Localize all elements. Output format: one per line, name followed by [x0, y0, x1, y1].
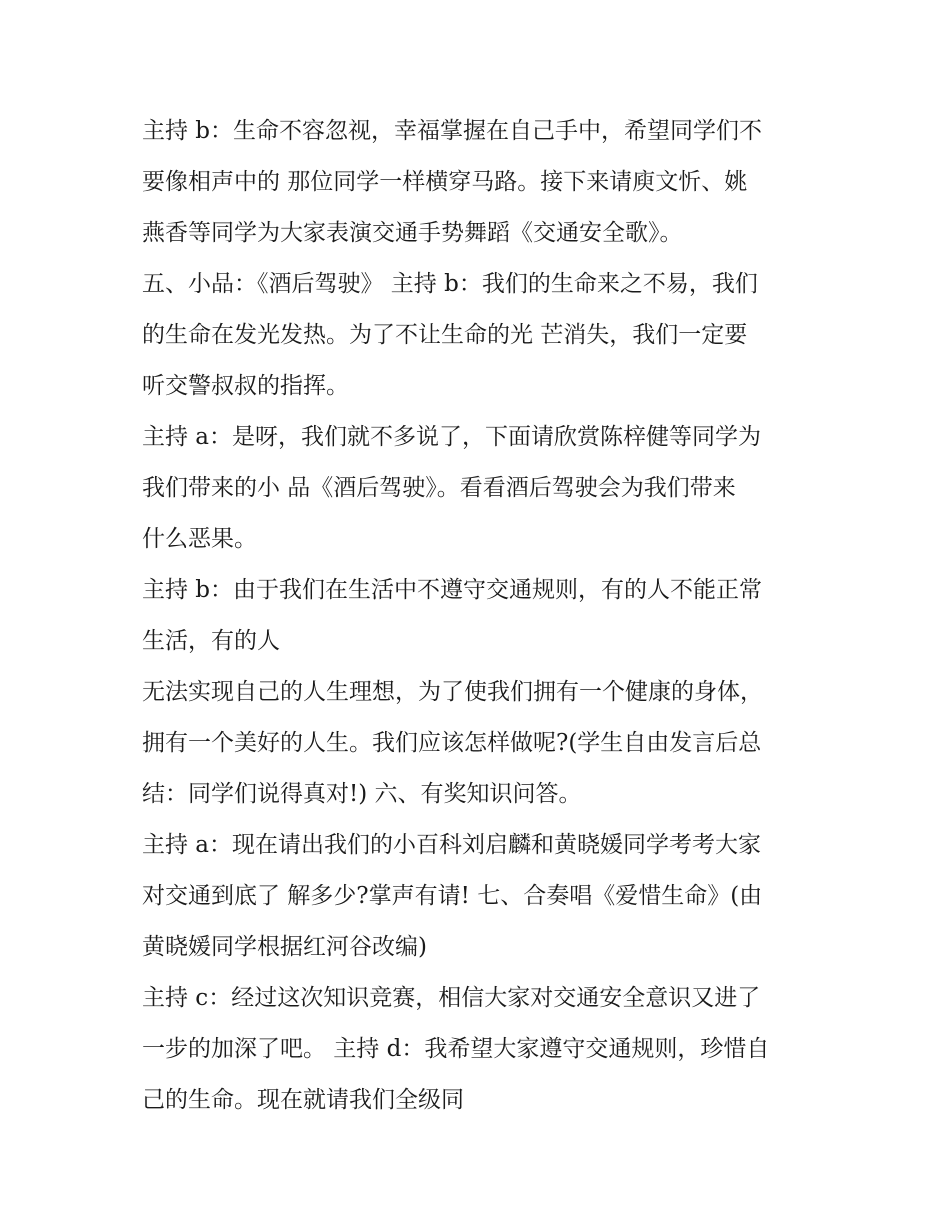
text-line: 生活，有的人: [142, 628, 280, 654]
text-line: 要像相声中的 那位同学一样横穿马路。接下来请庾文忻、姚: [142, 169, 748, 195]
text-line: 我们带来的小 品《酒后驾驶》。看看酒后驾驶会为我们带来: [142, 475, 736, 501]
text-line: 己的生命。现在就请我们全级同: [142, 1087, 464, 1113]
text-line: 的生命在发光发热。为了不让生命的光 芒消失，我们一定要: [142, 322, 748, 348]
text-line: 五、小品：《酒后驾驶》 主持 b：我们的生命来之不易，我们: [142, 271, 758, 297]
text-line: 黄晓媛同学根据红河谷改编): [142, 934, 427, 960]
text-line: 主持 a：现在请出我们的小百科刘启麟和黄晓媛同学考考大家: [142, 832, 762, 858]
text-line: 结：同学们说得真对!) 六、有奖知识问答。: [142, 781, 582, 807]
text-line: 对交通到底了 解多少?掌声有请! 七、合奏唱《爱惜生命》(由: [142, 883, 763, 909]
text-line: 拥有一个美好的人生。我们应该怎样做呢?(学生自由发言后总: [142, 730, 762, 756]
text-line: 一步的加深了吧。 主持 d：我希望大家遵守交通规则，珍惜自: [142, 1036, 770, 1062]
document-body: [142, 106, 822, 1126]
text-line: 听交警叔叔的指挥。: [142, 373, 349, 399]
text-line: 主持 c：经过这次知识竞赛，相信大家对交通安全意识又进了: [142, 985, 761, 1011]
text-line: 主持 b：生命不容忽视，幸福掌握在自己手中，希望同学们不: [142, 118, 763, 144]
text-line: 无法实现自己的人生理想，为了使我们拥有一个健康的身体，: [142, 679, 763, 705]
text-line: 主持 a：是呀，我们就不多说了，下面请欣赏陈梓健等同学为: [142, 424, 762, 450]
text-line: 主持 b：由于我们在生活中不遵守交通规则，有的人不能正常: [142, 577, 763, 603]
text-line: 什么恶果。: [142, 526, 257, 552]
text-line: 燕香等同学为大家表演交通手势舞蹈《交通安全歌》。: [142, 220, 683, 246]
